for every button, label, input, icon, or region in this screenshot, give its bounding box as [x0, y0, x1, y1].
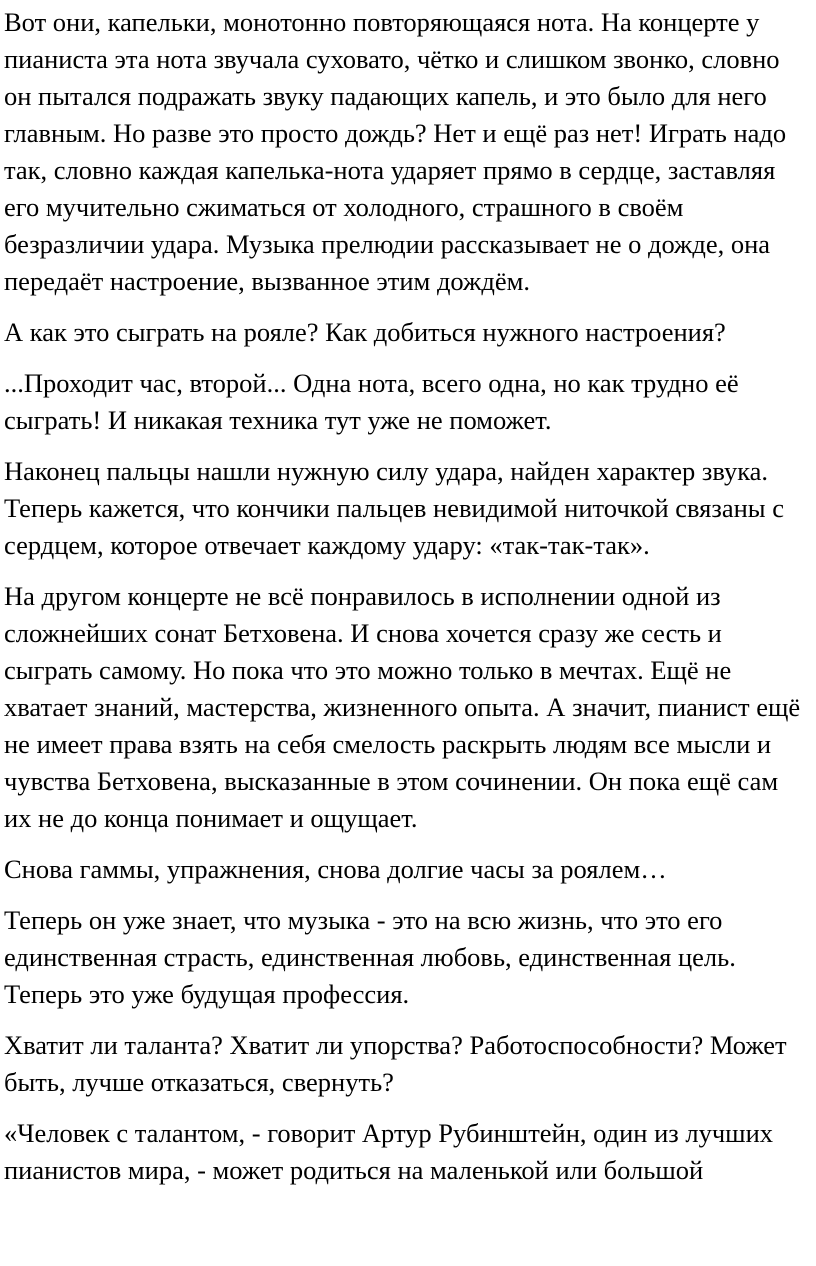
- paragraph-2: А как это сыграть на рояле? Как добиться нужного настроения?: [4, 317, 726, 347]
- paragraph-1: Вот они, капельки, монотонно повторяющаяся нота. На концерте у пианиста эта нота звучала суховато, чётко и слишком звонко, словно он пытался подражать звуку падающих капель, и это было для него главным. Но разве это просто дождь? Нет и ещё раз нет! Играть надо так, словно каждая капелька-нота ударяет прямо в сердце, заставляя его мучительно сжиматься от холодного, страшного в своём безразличии удара. Музыка прелюдии рассказывает не о дожде, она передаёт настроение, вызванное этим дождём.: [4, 7, 787, 296]
- paragraph-9: «Человек с талантом, - говорит Артур Рубинштейн, один из лучших пианистов мира, - может родиться на маленькой или большой: [4, 1118, 774, 1185]
- paragraph-3: ...Проходит час, второй... Одна нота, всего одна, но как трудно её сыграть! И никакая техника тут уже не поможет.: [4, 368, 739, 435]
- paragraph-7: Теперь он уже знает, что музыка - это на всю жизнь, что это его единственная страсть, единственная любовь, единственная цель. Теперь это уже будущая профессия.: [4, 905, 736, 1009]
- paragraph-5: На другом концерте не всё понравилось в исполнении одной из сложнейших сонат Бетховена. И снова хочется сразу же сесть и сыграть самому. Но пока что это можно только в мечтах. Ещё не хватает знаний, мастерства, жизненного опыта. А значит, пианист ещё не имеет права взять на себя смелость раскрыть людям все мысли и чувства Бетховена, высказанные в этом сочинении. Он пока ещё сам их не до конца понимает и ощущает.: [4, 581, 801, 833]
- paragraph-6: Снова гаммы, упражнения, снова долгие часы за роялем…: [4, 854, 667, 884]
- paragraph-4: Наконец пальцы нашли нужную силу удара, найден характер звука. Теперь кажется, что кончики пальцев невидимой ниточкой связаны с сердцем, которое отвечает каждому удару: «так-так-так».: [4, 456, 784, 560]
- paragraph-8: Хватит ли таланта? Хватит ли упорства? Работоспособности? Может быть, лучше отказаться, свернуть?: [4, 1030, 787, 1097]
